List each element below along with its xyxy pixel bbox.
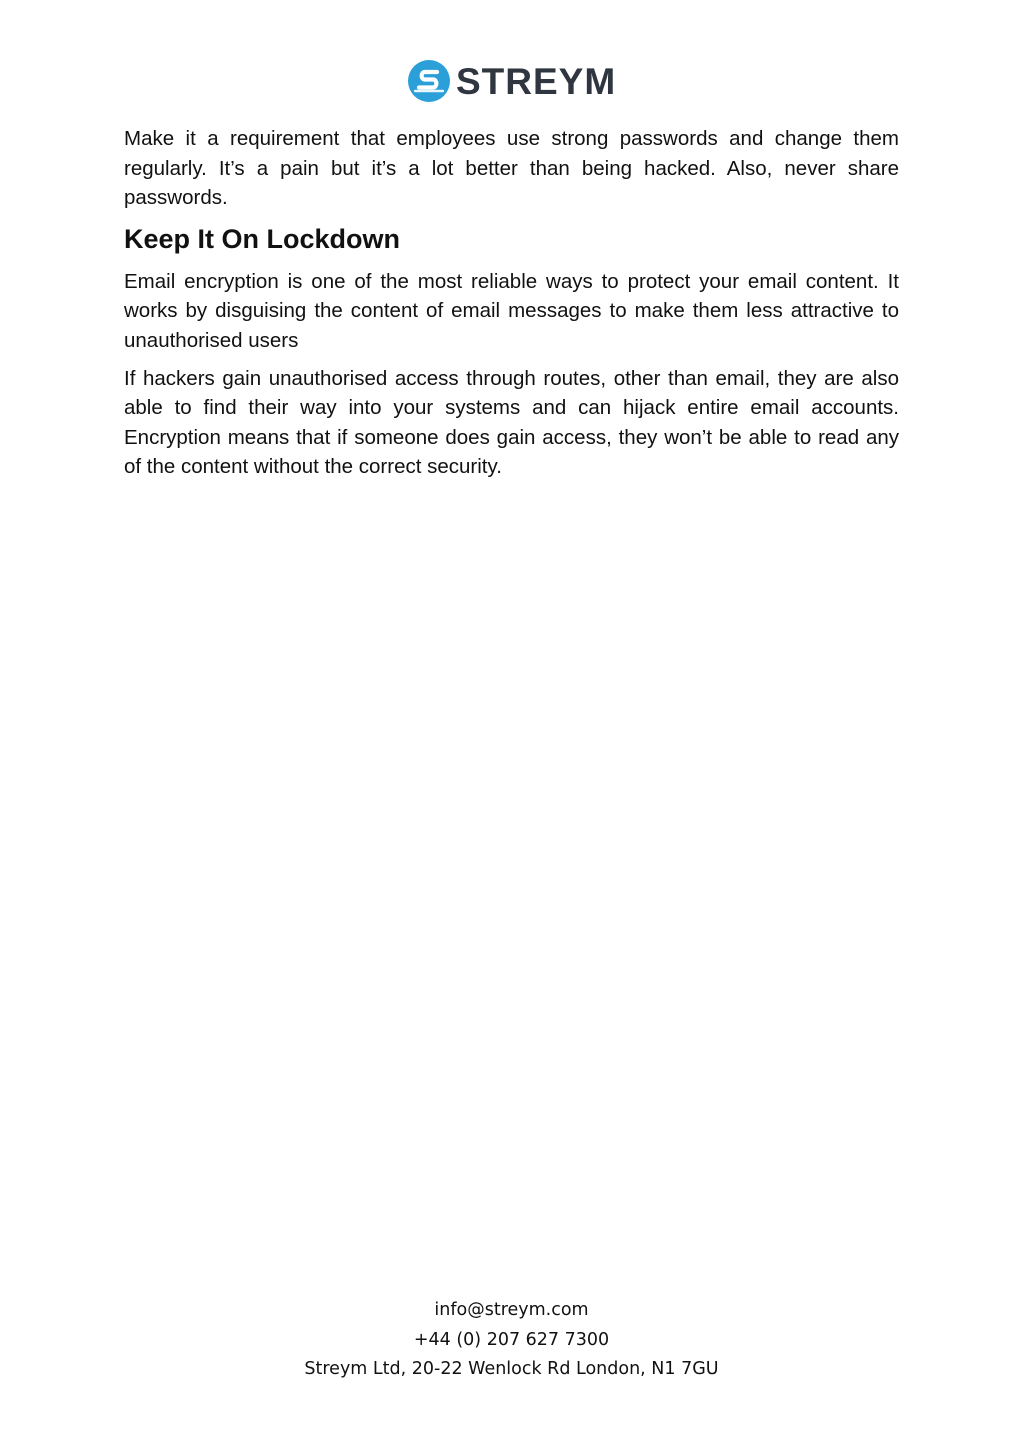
logo-wordmark: STREYM xyxy=(456,60,617,102)
streym-logo xyxy=(408,58,617,104)
document-body xyxy=(124,124,899,490)
section-heading: Keep It On Lockdown xyxy=(124,223,401,254)
footer-contact xyxy=(0,1296,1023,1385)
streym-s-logo-icon xyxy=(408,60,450,102)
footer-phone: +44 (0) 207 627 7300 xyxy=(413,1329,610,1350)
footer-address: Streym Ltd, 20-22 Wenlock Rd London, N1 7GU xyxy=(304,1359,719,1379)
intro-paragraph: Make it a requirement that employees use strong passwords and change them regularly. It’s a pain but it’s a lot better than being hacked. Also, never share passwords. xyxy=(124,127,899,210)
footer-email: info@streym.com xyxy=(434,1300,589,1320)
paragraph-hackers: If hackers gain unauthorised access through routes, other than email, they are also able to find their way into your systems and can hijack entire email accounts. Encryption means that if someone does gain access, they won’t be able to read any of the content without the correct security. xyxy=(124,366,899,479)
paragraph-encryption: Email encryption is one of the most reliable ways to protect your email content. It works by disguising the content of email messages to make them less attractive to unauthorised users xyxy=(124,269,899,352)
